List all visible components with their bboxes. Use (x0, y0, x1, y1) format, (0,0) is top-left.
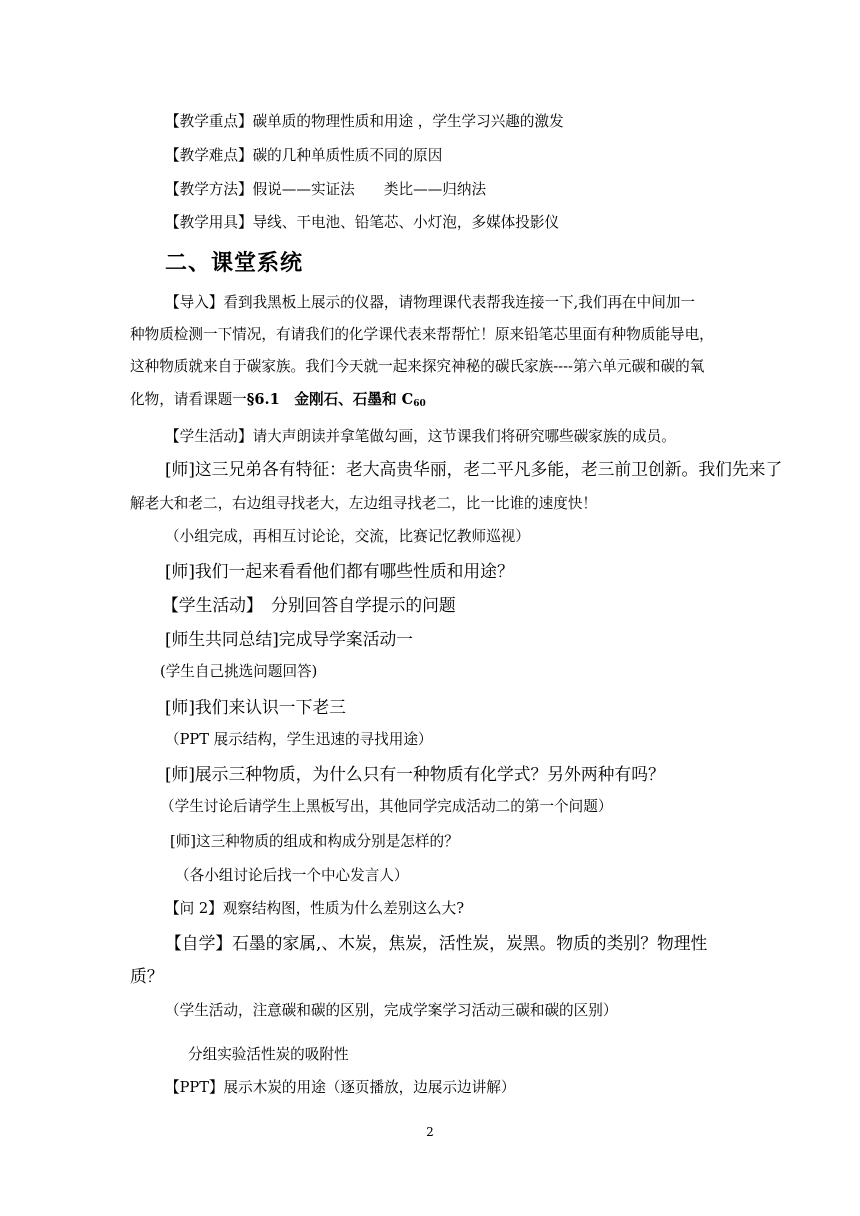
teacher-line-1: [师]这三兄弟各有特征：老大高贵华丽，老二平凡多能，老三前卫创新。我们先来了 (165, 459, 783, 479)
intro-line-1: 【导入】看到我黑板上展示的仪器，请物理课代表帮我连接一下,我们再在中间加一 (165, 294, 696, 311)
self-study-line-1: 【自学】石墨的家属,、木炭，焦炭，活性炭，炭黑。物质的类别？物理性 (165, 933, 708, 953)
page-number: 2 (426, 1125, 434, 1139)
student-activity: 【学生活动】请大声朗读并拿笔做勾画，这节课我们将研究哪些碳家族的成员。 (165, 428, 676, 445)
student-activity-2: 【学生活动】 分别回答自学提示的问题 (162, 595, 456, 615)
intro-line-4-prefix: 化物，请看课题一 (130, 391, 247, 408)
teacher-third-member: [师]我们来认识一下老三 (165, 697, 346, 717)
teaching-method: 【教学方法】假说——实证法 类比——归纳法 (165, 181, 487, 198)
teacher-three-substances: [师]展示三种物质，为什么只有一种物质有化学式？另外两种有吗？ (165, 764, 665, 784)
teaching-difficulty: 【教学难点】碳的几种单质性质不同的原因 (165, 147, 443, 164)
activity-three-note: （学生活动，注意碳和碳的区别，完成学案学习活动三碳和碳的区别） (165, 1002, 618, 1019)
question-2: 【问 2】观察结构图，性质为什么差别这么大? (165, 900, 465, 917)
teaching-focus: 【教学重点】碳单质的物理性质和用途 ，学生学习兴趣的激发 (165, 113, 564, 130)
group-experiment: 分组实验活性炭的吸附性 (188, 1046, 349, 1063)
section-heading: 二、课堂系统 (165, 251, 304, 276)
group-work-note: （小组完成，再相互讨论论，交流，比赛记忆教师巡视） (165, 528, 530, 545)
blackboard-note: （学生讨论后请学生上黑板写出，其他同学完成活动二的第一个问题） (160, 798, 613, 815)
ppt-structure-note: （PPT 展示结构，学生迅速的寻找用途） (165, 731, 433, 748)
lesson-title: §6.1 金刚石、石墨和 C (246, 391, 414, 408)
teacher-line-2: 解老大和老二，右边组寻找老大，左边组寻找老二，比一比谁的速度快！ (130, 495, 598, 512)
student-answer-note: (学生自己挑选问题回答) (160, 663, 318, 680)
teacher-question-1: [师]我们一起来看看他们都有哪些性质和用途？ (165, 561, 514, 581)
intro-line-2: 种物质检测一下情况，有请我们的化学课代表来帮帮忙！原来铅笔芯里面有种物质能导电， (130, 326, 714, 343)
self-study-line-2: 质？ (130, 966, 164, 986)
teacher-composition-question: [师]这三种物质的组成和构成分别是怎样的？ (170, 833, 459, 850)
ppt-charcoal-uses: 【PPT】展示木炭的用途（逐页播放，边展示边讲解） (165, 1079, 516, 1096)
lesson-title-subscript: 60 (413, 399, 426, 409)
group-speaker-note: （各小组讨论后找一个中心发言人） (175, 867, 409, 884)
intro-line-3: 这种物质就来自于碳家族。我们今天就一起来探究神秘的碳氏家族----第六单元碳和碳的氧 (130, 358, 705, 375)
joint-summary: [师生共同总结]完成导学案活动一 (165, 629, 414, 649)
intro-line-4 (130, 390, 426, 414)
teaching-tools: 【教学用具】导线、干电池、铅笔芯、小灯泡，多媒体投影仪 (165, 214, 560, 231)
